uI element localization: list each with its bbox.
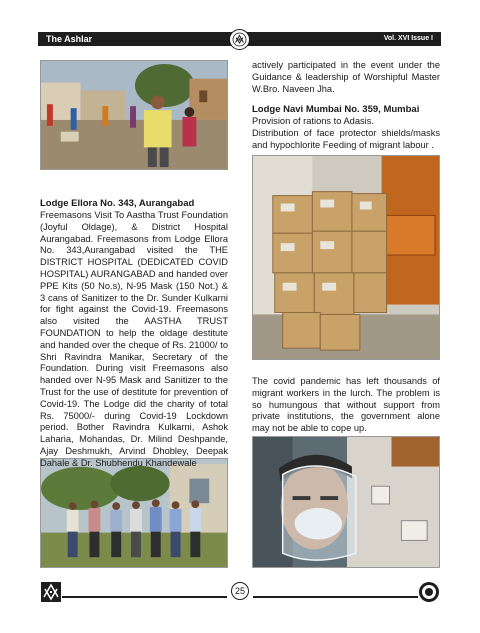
page-number: 25: [231, 582, 249, 600]
grand-lodge-seal-icon: [418, 581, 440, 603]
right-article: [252, 104, 440, 151]
footer-rule-right: [253, 596, 418, 598]
photo-volunteers-group: [40, 458, 228, 568]
photo-ration-distribution: [40, 60, 228, 170]
masonic-square-compass-icon: [40, 581, 62, 603]
left-article: [40, 198, 228, 470]
article-title-lodge-navi-mumbai: Lodge Navi Mumbai No. 359, Mumbai: [252, 104, 420, 115]
article-line-rations: Provision of rations to Adasis.: [252, 116, 374, 126]
masonic-emblem-icon: [229, 29, 250, 50]
volume-issue: Vol. XVI Issue I: [383, 35, 433, 42]
footer-rule-left: [62, 596, 227, 598]
article-line-distribution: Distribution of face protector shields/masks and hypochlorite Feeding of migrant labour .: [252, 127, 440, 150]
article-title-lodge-ellora: Lodge Ellora No. 343, Aurangabad: [40, 198, 195, 209]
closing-text: The covid pandemic has left thousands of migrant workers in the lurch. The problem is so humungous that without support from private institutions, the government alone may not be able to cope up.: [252, 376, 440, 434]
article-body-lodge-ellora: Freemasons Visit To Aastha Trust Foundation (Joyful Oldage), & District Hospital Aurangabad. Freemasons from Lodge Ellora No. 343,Aurangabad visited the THE DISTRICT HOSPITAL (DEDICATED COVID HOSPITAL) AURANGABAD and handed over PPE Kits (50 No.s), N-95 Mask (150 Not.) & 3 cans of Sanitizer to the Dr. Sunder Kulkarni for fight against the Covid-19. Freemasons also visited the AASTHA TRUST FOUNDATION to help the oldage destitute and handed over the cheque of Rs. 21000/ to Shri Ravindra Manikar, Secretary of the Foundation. During visit Freemasons also handed over N-95 Mask and Sanitizer to the Trust for the use of destitute for prevention of Covid-19. The Lodge did the charity of total Rs. 75000/- during Covid-19 Lockdown period. Bother Ravindra Kulkarni, Ashok Laharia, Mohandas, Dr. Milind Deshpande, Ajay Deshmukh, Arvind Dhobley, Deepak Dahale & Dr. Shubhendu Khandewale: [40, 210, 228, 468]
photo-face-shield: [252, 436, 440, 568]
magazine-title: The Ashlar: [46, 34, 93, 44]
photo-ppe-boxes: [252, 155, 440, 360]
continued-text: actively participated in the event under the Guidance & leadership of Worshipful Master W.Bro. Naveen Jha.: [252, 60, 440, 94]
